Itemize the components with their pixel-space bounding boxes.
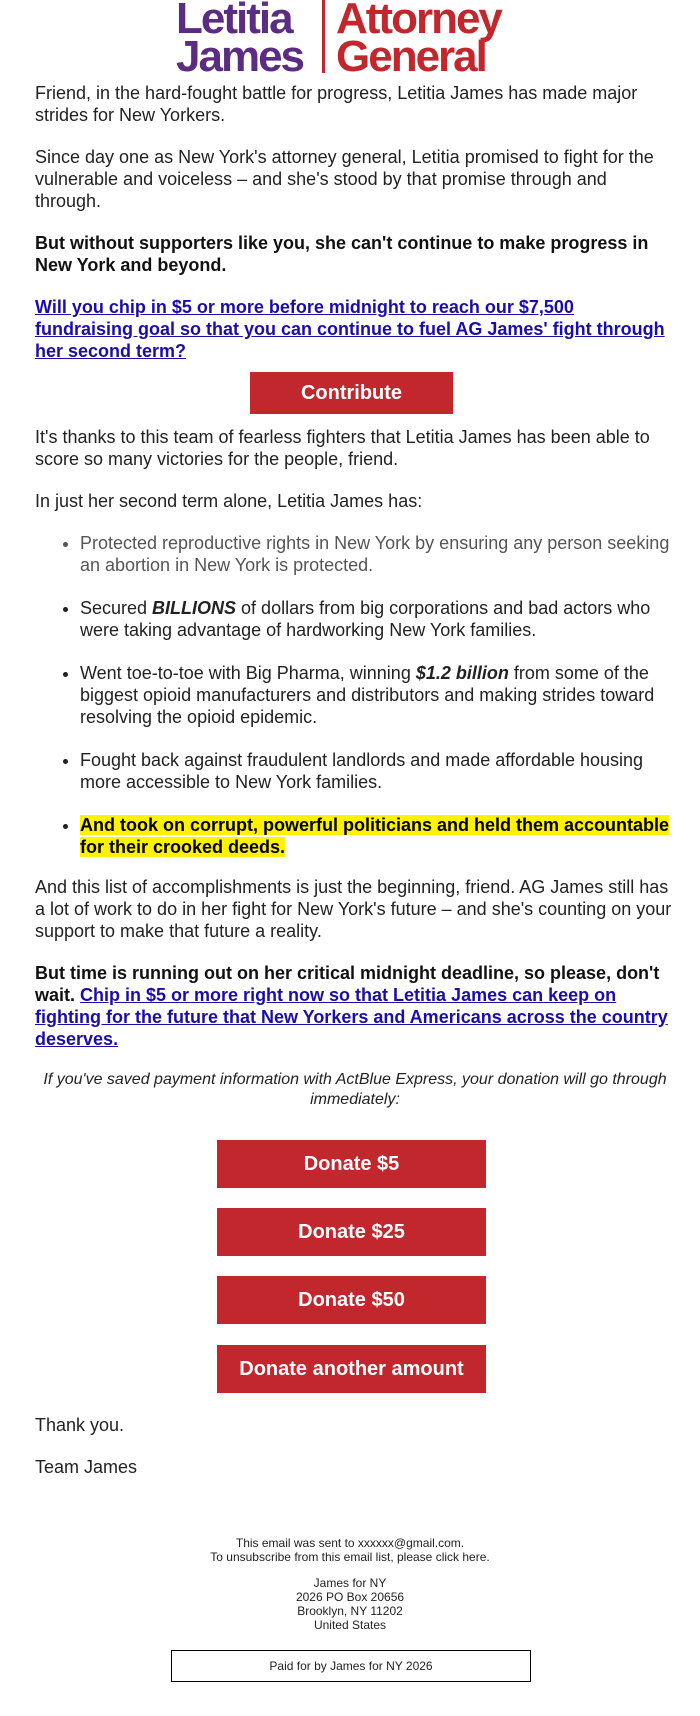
accomplishments-paragraph: And this list of accomplishments is just the beginning, friend. AG James still has a lot of work to do in her fight for New York's future – and she's counting on your support to make that future a reality. <box>35 877 672 941</box>
supporters-paragraph: But without supporters like you, she can't continue to make progress in New York and beyond. <box>35 233 649 275</box>
unsubscribe-link[interactable]: To unsubscribe from this email list, please click here. <box>210 1550 490 1564</box>
thank-you-line: Thank you. <box>35 1415 125 1435</box>
footer-recipient <box>0 1536 700 1564</box>
address-line1: 2026 PO Box 20656 <box>295 1590 405 1604</box>
logo-divider <box>322 0 325 73</box>
list-item: • Fought back against fraudulent landlords and made affordable housing more accessible to New York families. <box>80 749 680 793</box>
logo-title-line2: General <box>336 32 486 81</box>
contribute-button[interactable]: Contribute <box>250 372 453 414</box>
actblue-express-note: If you've saved payment information with ActBlue Express, your donation will go through immediately: <box>43 1071 667 1108</box>
chip-in-now-link[interactable]: Chip in $5 or more right now so that Letitia James can keep on fighting for the future that New Yorkers and Americans across the country deserves. <box>35 985 668 1049</box>
chip-in-link[interactable]: Will you chip in $5 or more before midnight to reach our $7,500 fundraising goal so that you can continue to fuel AG James' fight through her second term? <box>35 297 665 361</box>
donate-other-button[interactable]: Donate another amount <box>217 1345 486 1393</box>
list-item-text: Secured <box>80 598 153 618</box>
list-item <box>80 814 680 858</box>
donate-5-button[interactable]: Donate $5 <box>217 1140 486 1188</box>
second-term-intro: In just her second term alone, Letitia James has: <box>35 491 423 511</box>
donate-25-button[interactable]: Donate $25 <box>217 1208 486 1256</box>
footer-address <box>0 1576 700 1632</box>
logo-title <box>336 0 501 81</box>
deadline-bold: But time is running out on her critical midnight deadline, so please, don't wait. <box>35 963 660 1005</box>
intro-paragraph: Friend, in the hard-fought battle for progress, Letitia James has made major strides for New Yorkers. <box>35 83 638 125</box>
logo-name-line1: Letitia <box>176 0 292 43</box>
address-country: United States <box>313 1618 387 1632</box>
list-item-text: of dollars from big corporations and bad actors who were taking advantage of hardworking New York families. <box>80 598 651 640</box>
emphasis-billions: BILLIONS <box>152 598 237 618</box>
list-item-text: Went toe-to-toe with Big Pharma, winning <box>80 663 416 683</box>
highlighted-item: And took on corrupt, powerful politicians and held them accountable for their crooked deeds. <box>80 815 670 857</box>
list-item <box>80 597 680 641</box>
signature: Team James <box>35 1457 138 1477</box>
logo-name-line2: James <box>176 32 304 81</box>
logo-name <box>176 0 304 81</box>
address-line2: Brooklyn, NY 11202 <box>297 1604 403 1618</box>
campaign-logo <box>176 0 531 81</box>
accomplishments-list <box>35 532 680 879</box>
chip-in-paragraph <box>35 296 675 362</box>
promise-paragraph: Since day one as New York's attorney general, Letitia promised to fight for the vulnerable and voiceless – and she's stood by that promise through and through. <box>35 147 654 211</box>
sent-to-line: This email was sent to xxxxxx@gmail.com. <box>235 1536 465 1550</box>
thanks-team-paragraph: It's thanks to this team of fearless fighters that Letitia James has been able to score so many victories for the people, friend. <box>35 427 650 469</box>
org-name: James for NY <box>313 1576 387 1590</box>
donate-50-button[interactable]: Donate $50 <box>217 1276 486 1324</box>
list-item-text: from some of the biggest opioid manufacturers and distributors and making strides toward resolving the opioid epidemic. <box>80 663 655 727</box>
list-item: • Protected reproductive rights in New York by ensuring any person seeking an abortion in New York is protected. <box>80 532 680 576</box>
list-item <box>80 662 680 728</box>
paid-for-box: Paid for by James for NY 2026 <box>171 1650 531 1682</box>
logo-title-line1: Attorney <box>336 0 501 43</box>
deadline-paragraph <box>35 962 675 1050</box>
emphasis-amount: $1.2 billion <box>415 663 509 683</box>
